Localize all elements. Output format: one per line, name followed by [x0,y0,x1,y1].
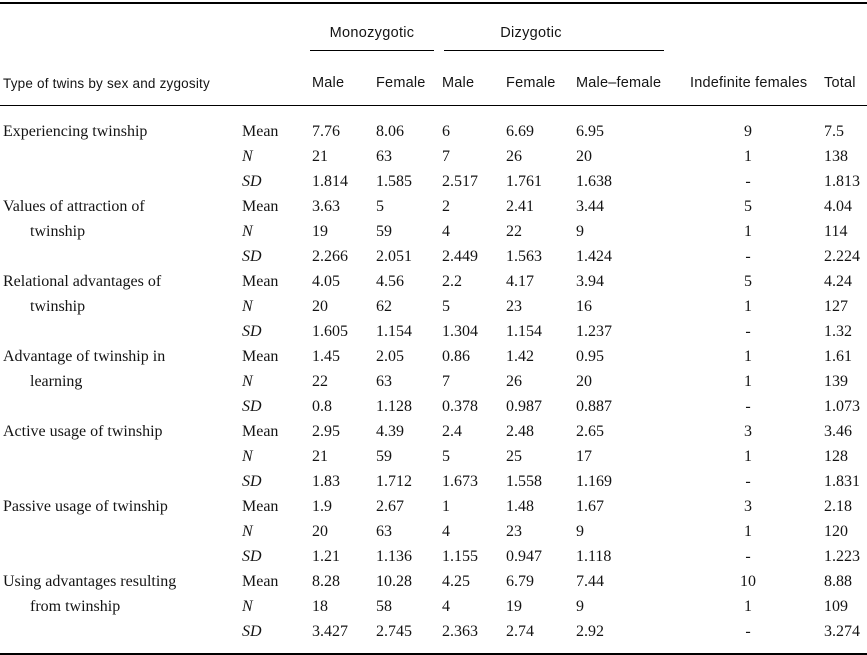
value-cell: 1.761 [506,172,543,190]
table-body [0,105,867,654]
row-label-line: twinship [30,297,86,315]
value-cell: 9 [744,122,753,140]
value-cell: 1 [744,597,753,615]
value-cell: 2.363 [442,622,479,640]
value-cell: 7.44 [576,572,605,590]
stat-label: Mean [242,197,279,215]
row-header-label: Type of twins by sex and zygosity [0,51,238,105]
row-label [0,344,238,419]
col-header-mz-male: Male [306,51,370,105]
value-cell: - [745,472,751,490]
value-cell: 1 [744,447,753,465]
col-header-total: Total [818,51,867,105]
value-cell: 1.712 [376,472,412,490]
value-cell: 0.378 [442,397,479,415]
value-cell: 9 [576,522,585,540]
stat-label: Mean [242,272,279,290]
spacer-cell [678,3,867,51]
value-cell: 6.79 [506,572,535,590]
spacer-cell [0,3,306,51]
value-cell: 5 [744,272,753,290]
value-cell: 20 [312,297,328,315]
value-cell: - [745,547,751,565]
value-cell: 1 [744,222,753,240]
value-cell: 1.605 [312,322,348,340]
value-cell: 16 [576,297,593,315]
stat-label: N [242,447,253,465]
value-cell: 128 [824,447,849,465]
row-label-line: Passive usage of twinship [3,497,168,515]
stat-label: N [242,297,253,315]
value-cell: 1.558 [506,472,543,490]
value-cell: - [745,322,751,340]
value-cell: 1.42 [506,347,535,365]
value-cell: 59 [376,222,392,240]
value-cell: 23 [506,297,523,315]
data-row [0,105,867,144]
group-header-dizygotic [436,3,678,51]
row-label-line: from twinship [30,597,121,615]
value-cell: 2.051 [376,247,412,265]
stat-label: SD [242,322,262,340]
row-label-line: learning [30,372,83,390]
row-label-line: Active usage of twinship [3,422,163,440]
value-cell: 3 [744,422,753,440]
value-cell: 2.48 [506,422,535,440]
stat-label: N [242,147,253,165]
value-cell: 2.449 [442,247,479,265]
col-header-mz-female: Female [370,51,436,105]
value-cell: 1.237 [576,322,613,340]
value-cell: 1.563 [506,247,543,265]
value-cell: 20 [576,372,593,390]
value-cell: 2.18 [824,497,853,515]
data-row [0,494,867,519]
col-header-dz-male: Male [436,51,500,105]
value-cell: 7 [442,372,451,390]
value-cell: - [745,622,751,640]
value-cell: 63 [376,522,392,540]
value-cell: 20 [312,522,328,540]
value-cell: 1.304 [442,322,479,340]
value-cell: 25 [506,447,523,465]
value-cell: 18 [312,597,328,615]
value-cell: 4.24 [824,272,853,290]
value-cell: 1.169 [576,472,613,490]
value-cell: 9 [576,597,585,615]
col-header-indefinite-females: Indefinite females [678,51,818,105]
value-cell: 3.63 [312,197,340,215]
group-header-row [0,3,867,51]
data-row [0,419,867,444]
stat-label: Mean [242,122,279,140]
value-cell: 4.25 [442,572,471,590]
value-cell: 2.92 [576,622,605,640]
value-cell: 17 [576,447,593,465]
stat-label: N [242,372,253,390]
value-cell: 2.95 [312,422,340,440]
value-cell: 1.136 [376,547,412,565]
value-cell: 7.5 [824,122,845,140]
value-cell: 1.155 [442,547,479,565]
value-cell: 1.45 [312,347,340,365]
value-cell: 0.987 [506,397,543,415]
value-cell: 4.17 [506,272,535,290]
value-cell: - [745,247,751,265]
value-cell: 4 [442,222,451,240]
value-cell: 3.94 [576,272,605,290]
value-cell: 109 [824,597,849,615]
value-cell: 3.274 [824,622,861,640]
value-cell: 0.887 [576,397,613,415]
group-header-monozygotic [306,3,436,51]
value-cell: 63 [376,372,392,390]
value-cell: 4.05 [312,272,340,290]
value-cell: 2.41 [506,197,535,215]
stat-label: Mean [242,347,279,365]
value-cell: 0.95 [576,347,605,365]
value-cell: 1.118 [576,547,612,565]
value-cell: 3 [744,497,753,515]
value-cell: 23 [506,522,523,540]
value-cell: 62 [376,297,392,315]
value-cell: 1.48 [506,497,535,515]
row-label [0,194,238,269]
value-cell: 7 [442,147,451,165]
value-cell: 5 [744,197,753,215]
value-cell: 1.67 [576,497,605,515]
value-cell: 9 [576,222,585,240]
value-cell: 1 [744,347,753,365]
row-label-line: Relational advantages of [3,272,162,290]
value-cell: 139 [824,372,849,390]
data-row [0,194,867,219]
value-cell: 2 [442,197,451,215]
stat-label: N [242,597,253,615]
column-header-row [0,51,867,105]
value-cell: 1.61 [824,347,853,365]
value-cell: 20 [576,147,593,165]
value-cell: 22 [506,222,523,240]
value-cell: 22 [312,372,328,390]
row-label-line: Values of attraction of [3,197,145,215]
value-cell: 2.224 [824,247,861,265]
data-row [0,269,867,294]
value-cell: 1.424 [576,247,613,265]
value-cell: 1 [744,372,753,390]
value-cell: 2.65 [576,422,605,440]
value-cell: - [745,172,751,190]
row-label-line: Experiencing twinship [3,122,148,140]
stat-label: Mean [242,572,279,590]
row-label [0,269,238,344]
value-cell: 1.831 [824,472,861,490]
col-header-dz-male-female: Male–female [570,51,678,105]
value-cell: 5 [376,197,384,215]
value-cell: 63 [376,147,392,165]
value-cell: 21 [312,147,328,165]
row-label-line: Advantage of twinship in [3,347,166,365]
stat-label: SD [242,547,262,565]
value-cell: 4.39 [376,422,404,440]
value-cell: 0.947 [506,547,543,565]
value-cell: 3.427 [312,622,348,640]
value-cell: 5 [442,297,451,315]
row-label [0,419,238,494]
value-cell: 3.46 [824,422,853,440]
value-cell: 1.154 [506,322,543,340]
stat-label: SD [242,247,262,265]
stat-label: SD [242,472,262,490]
value-cell: 1.223 [824,547,861,565]
stat-column-header [238,51,306,105]
value-cell: 120 [824,522,849,540]
value-cell: 26 [506,372,523,390]
value-cell: 5 [442,447,451,465]
value-cell: 2.266 [312,247,348,265]
value-cell: 1.673 [442,472,479,490]
value-cell: 4.56 [376,272,404,290]
value-cell: 1.585 [376,172,412,190]
value-cell: 6.95 [576,122,605,140]
value-cell: 2.745 [376,622,412,640]
group-label-dizygotic: Dizygotic [444,25,664,51]
value-cell: 19 [312,222,328,240]
value-cell: 1 [442,497,451,515]
value-cell: 1.83 [312,472,340,490]
value-cell: 7.76 [312,122,340,140]
value-cell: 1 [744,147,753,165]
stat-label: SD [242,397,262,415]
stat-label: Mean [242,422,279,440]
value-cell: 1.32 [824,322,853,340]
row-label [0,569,238,654]
value-cell: 8.06 [376,122,404,140]
value-cell: 4 [442,597,451,615]
value-cell: 59 [376,447,392,465]
value-cell: 6 [442,122,451,140]
value-cell: 58 [376,597,392,615]
group-label-monozygotic: Monozygotic [310,25,434,51]
value-cell: 8.28 [312,572,340,590]
value-cell: 1.9 [312,497,332,515]
value-cell: 10.28 [376,572,412,590]
value-cell: 2.05 [376,347,404,365]
value-cell: 8.88 [824,572,853,590]
value-cell: - [745,397,751,415]
value-cell: 1.073 [824,397,861,415]
value-cell: 0.86 [442,347,471,365]
row-label-line: Using advantages resulting [3,572,177,590]
value-cell: 1 [744,297,753,315]
row-label [0,494,238,569]
value-cell: 127 [824,297,849,315]
value-cell: 3.44 [576,197,605,215]
value-cell: 1 [744,522,753,540]
value-cell: 138 [824,147,849,165]
value-cell: 2.4 [442,422,463,440]
stat-label: SD [242,172,262,190]
value-cell: 2.67 [376,497,404,515]
data-row [0,569,867,594]
value-cell: 1.638 [576,172,613,190]
stat-label: Mean [242,497,279,515]
value-cell: 1.154 [376,322,412,340]
value-cell: 2.517 [442,172,479,190]
row-label-line: twinship [30,222,86,240]
value-cell: 1.813 [824,172,861,190]
value-cell: 2.74 [506,622,535,640]
col-header-dz-female: Female [500,51,570,105]
value-cell: 0.8 [312,397,332,415]
value-cell: 10 [740,572,757,590]
value-cell: 21 [312,447,328,465]
row-label [0,105,238,194]
value-cell: 26 [506,147,523,165]
value-cell: 6.69 [506,122,535,140]
stat-label: N [242,222,253,240]
value-cell: 4.04 [824,197,853,215]
value-cell: 1.814 [312,172,348,190]
value-cell: 2.2 [442,272,463,290]
data-row [0,344,867,369]
value-cell: 19 [506,597,523,615]
stat-label: N [242,522,253,540]
value-cell: 1.21 [312,547,340,565]
twins-statistics-table [0,2,867,655]
value-cell: 4 [442,522,451,540]
stat-label: SD [242,622,262,640]
value-cell: 1.128 [376,397,412,415]
value-cell: 114 [824,222,848,240]
